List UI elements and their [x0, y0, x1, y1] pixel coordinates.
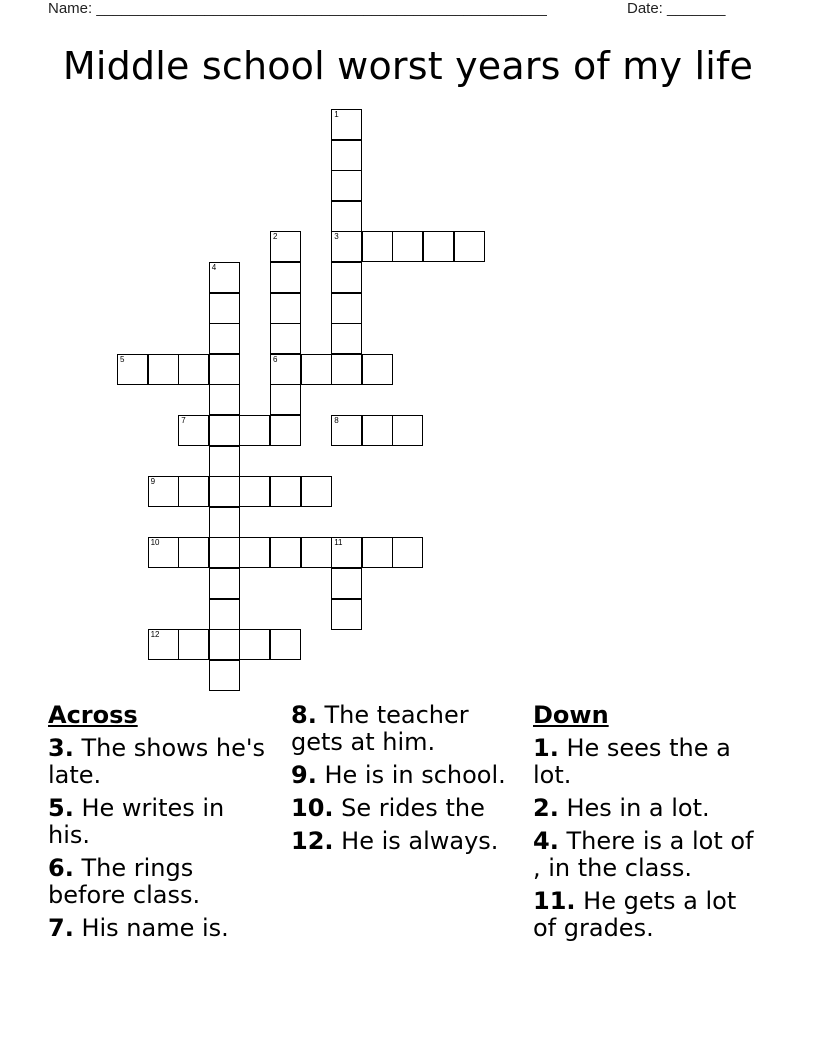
clue-text: The teacher gets at him.: [291, 701, 469, 756]
grid-cell[interactable]: [209, 537, 240, 568]
grid-cell[interactable]: [331, 415, 362, 446]
cell-number: 10: [150, 538, 160, 548]
clue-text: There is a lot of , in the class.: [533, 827, 754, 882]
grid-cell[interactable]: [270, 384, 301, 415]
across-clue-9: [291, 762, 516, 789]
grid-cell[interactable]: [270, 323, 301, 354]
across-clue-12: [291, 828, 516, 855]
name-field-label[interactable]: Name: ______________________________________________________: [48, 0, 547, 17]
grid-cell[interactable]: [301, 537, 332, 568]
cell-number: 12: [150, 630, 160, 640]
grid-cell[interactable]: [362, 415, 393, 446]
grid-cell[interactable]: [239, 415, 270, 446]
grid-cell[interactable]: [178, 629, 209, 660]
grid-cell[interactable]: [239, 629, 270, 660]
clue-text: He is in school.: [316, 761, 506, 789]
puzzle-title: Middle school worst years of my life: [62, 44, 754, 88]
across-clue-6: [48, 855, 273, 909]
cell-number: 3: [334, 232, 339, 242]
down-heading: Down: [533, 701, 609, 729]
grid-cell[interactable]: [209, 262, 240, 293]
grid-cell[interactable]: [209, 293, 240, 324]
clues-column-1: [48, 702, 273, 948]
across-clue-10: [291, 795, 516, 822]
clue-number: 9.: [291, 761, 317, 789]
grid-cell[interactable]: [209, 660, 240, 691]
grid-cell[interactable]: [178, 476, 209, 507]
grid-cell[interactable]: [117, 354, 148, 385]
grid-cell[interactable]: [301, 354, 332, 385]
grid-cell[interactable]: [331, 231, 362, 262]
clue-text: He gets a lot of grades.: [533, 887, 737, 942]
grid-cell[interactable]: [362, 537, 393, 568]
grid-cell[interactable]: [392, 231, 423, 262]
clue-number: 1.: [533, 734, 559, 762]
down-clue-1: [533, 735, 758, 789]
grid-cell[interactable]: [331, 170, 362, 201]
clue-number: 11.: [533, 887, 576, 915]
grid-cell[interactable]: [362, 231, 393, 262]
date-field-label[interactable]: Date: _______: [627, 0, 726, 17]
grid-cell[interactable]: [331, 354, 362, 385]
across-heading: Across: [48, 701, 138, 729]
grid-cell[interactable]: [148, 476, 179, 507]
grid-cell[interactable]: [148, 629, 179, 660]
clue-number: 3.: [48, 734, 74, 762]
grid-cell[interactable]: [392, 537, 423, 568]
grid-cell[interactable]: [454, 231, 485, 262]
grid-cell[interactable]: [331, 537, 362, 568]
grid-cell[interactable]: [331, 140, 362, 171]
clue-text: Se rides the: [333, 794, 485, 822]
grid-cell[interactable]: [209, 476, 240, 507]
grid-cell[interactable]: [331, 262, 362, 293]
grid-cell[interactable]: [270, 415, 301, 446]
grid-cell[interactable]: [270, 231, 301, 262]
cell-number: 11: [334, 538, 343, 548]
clues-column-3: [533, 702, 758, 948]
clue-number: 12.: [291, 827, 334, 855]
clue-text: The rings before class.: [48, 854, 201, 909]
grid-cell[interactable]: [209, 629, 240, 660]
grid-cell[interactable]: [209, 384, 240, 415]
grid-cell[interactable]: [331, 201, 362, 232]
clue-text: His name is.: [73, 914, 229, 942]
cell-number: 9: [150, 477, 156, 487]
grid-cell[interactable]: [209, 507, 240, 538]
cell-number: 4: [211, 263, 217, 272]
grid-cell[interactable]: [362, 354, 393, 385]
clue-text: The shows he's late.: [48, 734, 265, 789]
cell-number: 1: [334, 110, 339, 119]
grid-cell[interactable]: [331, 293, 362, 324]
grid-cell[interactable]: [209, 323, 240, 354]
grid-cell[interactable]: [331, 568, 362, 599]
clue-text: He sees the a lot.: [533, 734, 731, 789]
across-clue-8: [291, 702, 516, 756]
clue-number: 10.: [291, 794, 334, 822]
clue-number: 4.: [533, 827, 559, 855]
grid-cell[interactable]: [209, 415, 240, 446]
clues-column-2: [291, 702, 516, 861]
across-clue-3: [48, 735, 273, 789]
cell-number: 5: [120, 354, 125, 364]
down-clue-2: [533, 795, 758, 822]
down-clue-11: [533, 888, 758, 942]
clue-text: Hes in a lot.: [558, 794, 710, 822]
across-clue-5: [48, 795, 273, 849]
grid-cell[interactable]: [178, 415, 209, 446]
clue-number: 5.: [48, 794, 74, 822]
grid-cell[interactable]: [148, 354, 179, 385]
grid-cell[interactable]: [209, 599, 240, 630]
cell-number: 7: [181, 416, 186, 425]
grid-cell[interactable]: [301, 476, 332, 507]
clue-number: 6.: [48, 854, 74, 882]
grid-cell[interactable]: [331, 323, 362, 354]
down-clue-4: [533, 828, 758, 882]
clue-number: 2.: [533, 794, 559, 822]
clue-text: He is always.: [333, 827, 499, 855]
grid-cell[interactable]: [209, 354, 240, 385]
grid-cell[interactable]: [392, 415, 423, 446]
grid-cell[interactable]: [423, 231, 454, 262]
grid-cell[interactable]: [239, 476, 270, 507]
grid-cell[interactable]: [270, 354, 301, 385]
grid-cell[interactable]: [270, 262, 301, 293]
grid-cell[interactable]: [270, 537, 301, 568]
cell-number: 2: [273, 232, 278, 242]
across-clue-7: [48, 915, 273, 942]
grid-cell[interactable]: [148, 537, 179, 568]
clue-number: 8.: [291, 701, 317, 729]
grid-cell[interactable]: [331, 109, 362, 140]
grid-cell[interactable]: [178, 354, 209, 385]
clue-text: He writes in his.: [48, 794, 225, 849]
grid-cell[interactable]: [239, 537, 270, 568]
grid-cell[interactable]: [331, 599, 362, 630]
grid-cell[interactable]: [270, 476, 301, 507]
cell-number: 8: [334, 416, 339, 425]
grid-cell[interactable]: [178, 537, 209, 568]
grid-cell[interactable]: [209, 568, 240, 599]
clue-number: 7.: [48, 914, 74, 942]
grid-cell[interactable]: [270, 629, 301, 660]
grid-cell[interactable]: [270, 293, 301, 324]
cell-number: 6: [273, 354, 278, 364]
grid-cell[interactable]: [209, 446, 240, 477]
